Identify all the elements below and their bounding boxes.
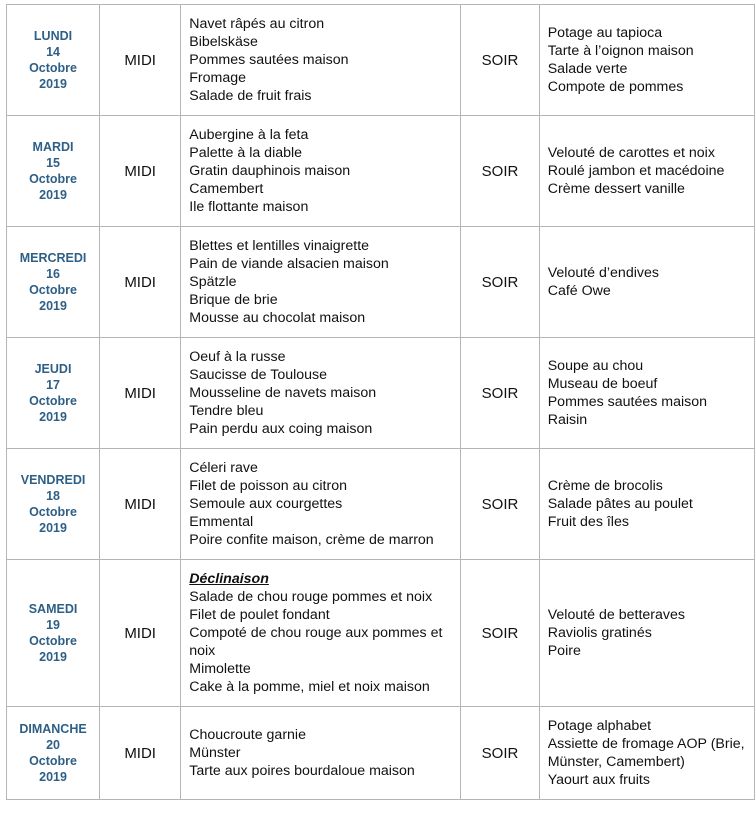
- dish-item: Pommes sautées maison: [547, 394, 708, 410]
- lunch-dishes: [181, 449, 461, 560]
- lunch-dishes: [181, 227, 461, 338]
- dish-item: Tarte à l’oignon maison: [547, 43, 694, 59]
- dish-item: Pommes sautées maison: [189, 52, 349, 68]
- dish-item: Pain perdu aux coing maison: [189, 421, 373, 437]
- dish-item: Raisin: [547, 412, 588, 428]
- dish-item: Assiette de fromage AOP (Brie, Münster, Camembert): [547, 736, 745, 770]
- day-label: [7, 116, 100, 227]
- dish-item: Potage alphabet: [547, 718, 652, 734]
- day-year: 2019: [39, 188, 67, 202]
- lunch-dishes: [181, 5, 461, 116]
- dish-item: Bibelskäse: [189, 34, 258, 50]
- menu-heading: Déclinaison: [189, 571, 269, 587]
- day-label: [7, 338, 100, 449]
- dish-item: Salade de fruit frais: [189, 88, 312, 104]
- dish-item: Salade verte: [547, 61, 628, 77]
- dish-item: Mimolette: [189, 661, 251, 677]
- dish-item: Salade de chou rouge pommes et noix: [189, 589, 433, 605]
- dinner-dishes: [539, 449, 754, 560]
- day-row: [7, 449, 755, 560]
- day-num: 20: [46, 738, 60, 752]
- day-num: 16: [46, 267, 60, 281]
- day-name: MERCREDI: [19, 251, 87, 265]
- dish-item: Potage au tapioca: [547, 25, 663, 41]
- dinner-dishes: [539, 227, 754, 338]
- dish-item: Compote de pommes: [547, 79, 684, 95]
- day-name: MARDI: [32, 140, 74, 154]
- soir-label: SOIR: [461, 116, 539, 227]
- dinner-dishes: [539, 707, 754, 800]
- day-year: 2019: [39, 770, 67, 784]
- midi-label: MIDI: [100, 338, 181, 449]
- dish-item: Filet de poulet fondant: [189, 607, 330, 623]
- day-name: SAMEDI: [28, 602, 78, 616]
- day-label: [7, 707, 100, 800]
- midi-label: MIDI: [100, 707, 181, 800]
- day-num: 19: [46, 618, 60, 632]
- day-month: Octobre: [29, 283, 77, 297]
- dish-item: Ile flottante maison: [189, 199, 309, 215]
- dish-item: Crème dessert vanille: [547, 181, 685, 197]
- weekly-menu-table: [6, 4, 755, 800]
- dish-item: Emmental: [189, 514, 254, 530]
- dish-item: Céleri rave: [189, 460, 258, 476]
- day-year: 2019: [39, 521, 67, 535]
- dish-item: Velouté de carottes et noix: [547, 145, 715, 161]
- day-name: JEUDI: [34, 362, 72, 376]
- dish-item: Crème de brocolis: [547, 478, 663, 494]
- lunch-dishes: [181, 338, 461, 449]
- midi-label: MIDI: [100, 116, 181, 227]
- day-num: 17: [46, 378, 60, 392]
- day-year: 2019: [39, 299, 67, 313]
- dish-item: Velouté d’endives: [547, 265, 659, 281]
- dish-item: Salade pâtes au poulet: [547, 496, 693, 512]
- dish-item: Raviolis gratinés: [547, 625, 652, 641]
- dish-item: Pain de viande alsacien maison: [189, 256, 389, 272]
- dish-item: Semoule aux courgettes: [189, 496, 343, 512]
- lunch-dishes: [181, 707, 461, 800]
- day-num: 14: [46, 45, 60, 59]
- midi-label: MIDI: [100, 449, 181, 560]
- dish-item: Fruit des îles: [547, 514, 629, 530]
- day-row: [7, 116, 755, 227]
- soir-label: SOIR: [461, 707, 539, 800]
- dish-item: Brique de brie: [189, 292, 278, 308]
- lunch-dishes: [181, 560, 461, 707]
- day-name: DIMANCHE: [19, 722, 87, 736]
- dish-item: Yaourt aux fruits: [547, 772, 650, 788]
- day-row: [7, 338, 755, 449]
- day-row: [7, 5, 755, 116]
- day-month: Octobre: [29, 754, 77, 768]
- dish-item: Münster: [189, 745, 241, 761]
- dish-item: Camembert: [189, 181, 264, 197]
- dish-item: Cake à la pomme, miel et noix maison: [189, 679, 430, 695]
- day-num: 15: [46, 156, 60, 170]
- dish-item: Tendre bleu: [189, 403, 264, 419]
- soir-label: SOIR: [461, 449, 539, 560]
- day-month: Octobre: [29, 634, 77, 648]
- day-row: [7, 707, 755, 800]
- day-year: 2019: [39, 410, 67, 424]
- dinner-dishes: [539, 560, 754, 707]
- dish-item: Poire confite maison, crème de marron: [189, 532, 434, 548]
- soir-label: SOIR: [461, 560, 539, 707]
- dish-item: Blettes et lentilles vinaigrette: [189, 238, 370, 254]
- dish-item: Saucisse de Toulouse: [189, 367, 328, 383]
- dish-item: Mousseline de navets maison: [189, 385, 377, 401]
- soir-label: SOIR: [461, 227, 539, 338]
- dish-item: Café Owe: [547, 283, 611, 299]
- dinner-dishes: [539, 338, 754, 449]
- dish-item: Gratin dauphinois maison: [189, 163, 351, 179]
- dish-item: Soupe au chou: [547, 358, 644, 374]
- midi-label: MIDI: [100, 227, 181, 338]
- day-num: 18: [46, 489, 60, 503]
- soir-label: SOIR: [461, 5, 539, 116]
- dish-item: Oeuf à la russe: [189, 349, 286, 365]
- day-name: VENDREDI: [20, 473, 86, 487]
- day-month: Octobre: [29, 394, 77, 408]
- dish-item: Navet râpés au citron: [189, 16, 325, 32]
- day-label: [7, 560, 100, 707]
- day-name: LUNDI: [33, 29, 73, 43]
- dinner-dishes: [539, 5, 754, 116]
- dish-item: Palette à la diable: [189, 145, 303, 161]
- day-row: [7, 560, 755, 707]
- dish-item: Mousse au chocolat maison: [189, 310, 366, 326]
- day-row: [7, 227, 755, 338]
- day-year: 2019: [39, 77, 67, 91]
- dish-item: Compoté de chou rouge aux pommes et noix: [189, 625, 443, 659]
- soir-label: SOIR: [461, 338, 539, 449]
- dish-item: Spätzle: [189, 274, 237, 290]
- day-label: [7, 227, 100, 338]
- dish-item: Velouté de betteraves: [547, 607, 685, 623]
- dish-item: Filet de poisson au citron: [189, 478, 347, 494]
- day-year: 2019: [39, 650, 67, 664]
- day-label: [7, 449, 100, 560]
- lunch-dishes: [181, 116, 461, 227]
- dish-item: Museau de boeuf: [547, 376, 658, 392]
- dinner-dishes: [539, 116, 754, 227]
- day-month: Octobre: [29, 505, 77, 519]
- dish-item: Roulé jambon et macédoine: [547, 163, 725, 179]
- dish-item: Poire: [547, 643, 581, 659]
- midi-label: MIDI: [100, 5, 181, 116]
- day-month: Octobre: [29, 172, 77, 186]
- day-month: Octobre: [29, 61, 77, 75]
- dish-item: Fromage: [189, 70, 247, 86]
- day-label: [7, 5, 100, 116]
- dish-item: Choucroute garnie: [189, 727, 306, 743]
- dish-item: Aubergine à la feta: [189, 127, 309, 143]
- dish-item: Tarte aux poires bourdaloue maison: [189, 763, 415, 779]
- midi-label: MIDI: [100, 560, 181, 707]
